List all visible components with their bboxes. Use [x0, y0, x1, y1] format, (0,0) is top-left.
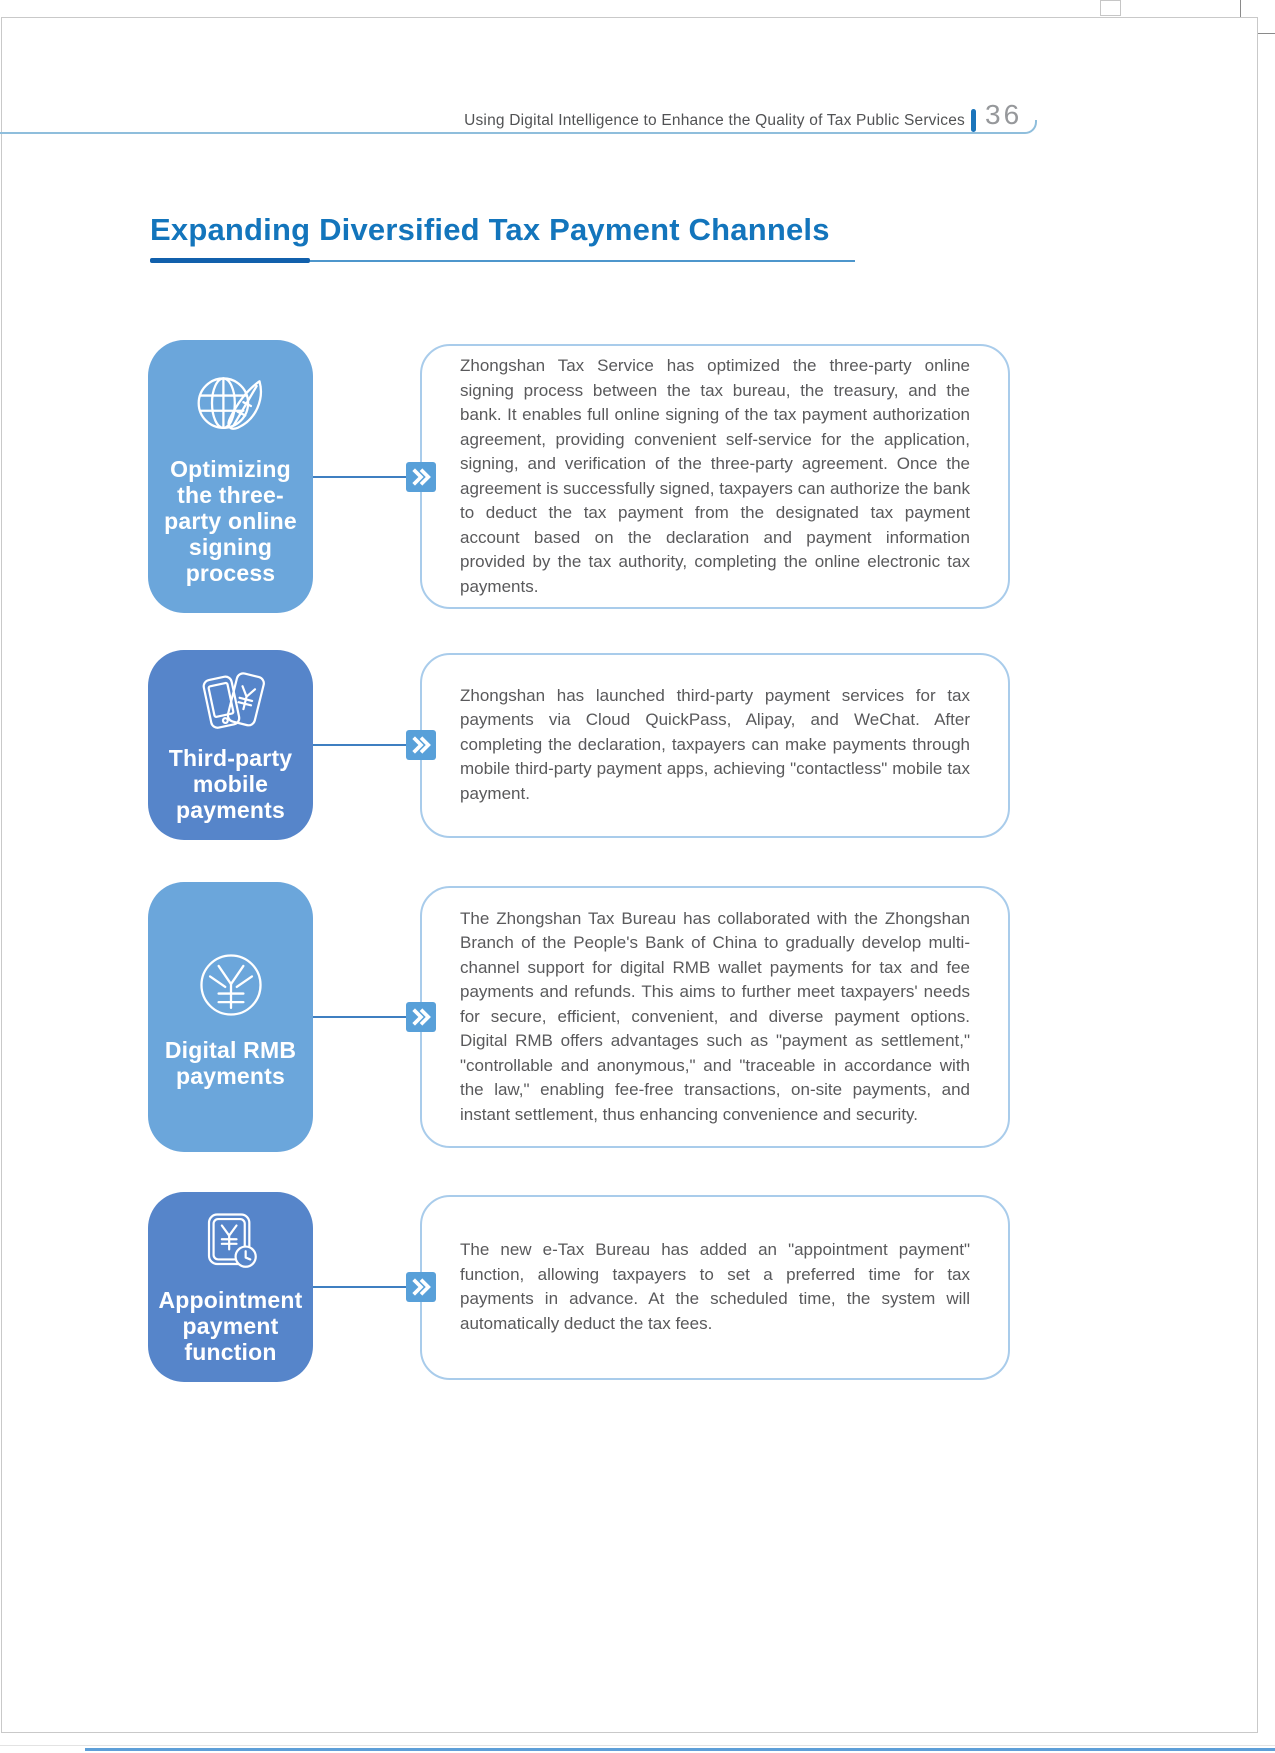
- section-label: Third-party mobile payments: [168, 745, 293, 823]
- connector-line: [313, 476, 420, 478]
- digital-rmb-icon: [191, 945, 271, 1025]
- section-text-box: [420, 1195, 1010, 1380]
- connector-line: [313, 1016, 420, 1018]
- section-body-text: The new e-Tax Bureau has added an "appointment payment" function, allowing taxpayers to set a preferred time for tax payments in advance. At the scheduled time, the system will automatically deduct the tax fees.: [460, 1240, 970, 1333]
- section-card-online-signing: [148, 340, 313, 613]
- double-chevron-icon: [406, 730, 436, 760]
- section-label: Appointment payment function: [158, 1287, 303, 1365]
- running-header-title: Using Digital Intelligence to Enhance the Quality of Tax Public Services: [464, 112, 965, 129]
- header-rule: [0, 120, 1037, 134]
- section-row-appointment-payment: [148, 1192, 1010, 1382]
- section-card-mobile-payments: [148, 650, 313, 840]
- bottom-blue-rule: [85, 1748, 1275, 1751]
- page-title: Expanding Diversified Tax Payment Channels: [150, 212, 830, 247]
- connector-line: [313, 744, 420, 746]
- mobile-payment-icon: [189, 667, 273, 733]
- double-chevron-icon: [406, 1002, 436, 1032]
- corner-registration-mark: [1100, 0, 1121, 16]
- section-text-box: [420, 344, 1010, 609]
- section-row-digital-rmb: [148, 882, 1010, 1152]
- double-chevron-icon: [406, 1272, 436, 1302]
- section-text-box: [420, 886, 1010, 1148]
- section-label: Optimizing the three-party online signing process: [164, 455, 297, 586]
- connector-line: [313, 1286, 420, 1288]
- section-label: Digital RMB payments: [164, 1037, 297, 1089]
- section-card-digital-rmb: [148, 882, 313, 1152]
- title-underline-light: [310, 260, 855, 262]
- section-card-appointment-payment: [148, 1192, 313, 1382]
- section-body-text: Zhongshan has launched third-party payment services for tax payments via Cloud QuickPass, Alipay, and WeChat. After completing the declaration, taxpayers can make payments through mobile third-party payment apps, achieving "contactless" mobile tax payment.: [460, 685, 970, 803]
- section-body-text: Zhongshan Tax Service has optimized the three-party online signing process between the tax bureau, the treasury, and the bank. It enables full online signing of the tax payment authorization agreement, providing convenient self-service for the application, signing, and verification of the three-party agreement. Once the agreement is successfully signed, taxpayers can authorize the bank to deduct the tax payment from the designated tax payment account based on the declaration and payment information provided by the tax authority, completing the online electronic tax payments.: [460, 356, 970, 596]
- appointment-payment-icon: [198, 1209, 264, 1275]
- page-border: [1, 17, 1258, 1733]
- section-row-online-signing: [148, 340, 1010, 613]
- globe-quill-icon: [188, 368, 274, 444]
- page-number: 36: [985, 99, 1023, 130]
- section-text-box: [420, 653, 1010, 838]
- crop-mark-horizontal: [1258, 33, 1275, 34]
- section-body-text: The Zhongshan Tax Bureau has collaborated with the Zhongshan Branch of the People's Bank of China to gradually develop multi-channel support for digital RMB wallet payments for tax and fee payments and refunds. This aims to further meet taxpayers' needs for secure, efficient, convenient, and diverse payment options. Digital RMB offers advantages such as "payment as settlement," "controllable and anonymous," and "traceable in accordance with the law," enabling fee-free transactions, on-site payments, and instant settlement, thus enhancing convenience and security.: [460, 908, 970, 1124]
- bottom-page-edge-line: [0, 1745, 1275, 1746]
- double-chevron-icon: [406, 462, 436, 492]
- title-underline-dark: [150, 258, 310, 263]
- crop-mark-vertical: [1240, 0, 1241, 17]
- section-row-mobile-payments: [148, 650, 1010, 840]
